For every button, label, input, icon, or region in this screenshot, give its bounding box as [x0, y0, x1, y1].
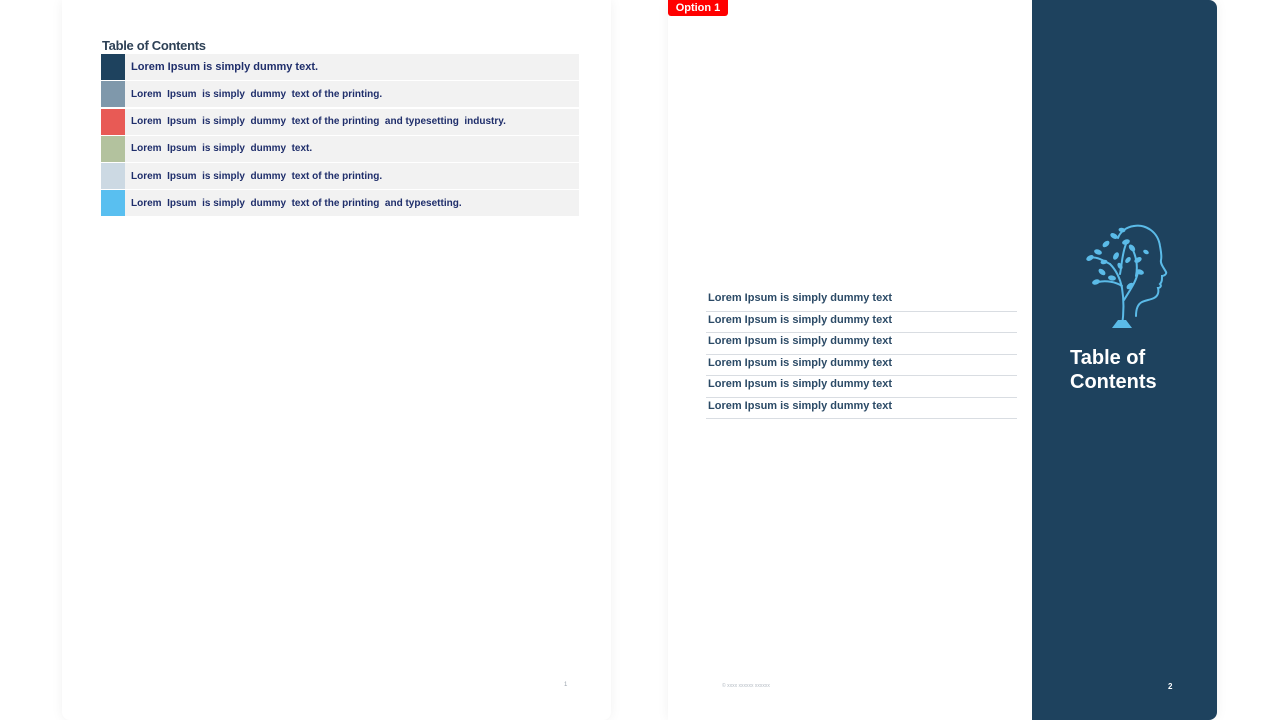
contents-line[interactable]: Lorem Ipsum is simply dummy text	[706, 333, 1017, 355]
toc-color-swatch	[101, 163, 125, 189]
tree-head-icon	[1076, 216, 1172, 330]
footer-note: © xxxx xxxxxx xxxxxx	[722, 683, 770, 689]
toc-color-swatch	[101, 54, 125, 80]
toc-color-swatch	[101, 109, 125, 135]
contents-line[interactable]: Lorem Ipsum is simply dummy text	[706, 290, 1017, 312]
contents-line[interactable]: Lorem Ipsum is simply dummy text	[706, 376, 1017, 398]
toc-row[interactable]	[101, 163, 579, 189]
panel-title-line-1: Table of	[1070, 347, 1146, 369]
side-panel	[1032, 0, 1217, 720]
toc-list	[101, 54, 579, 218]
toc-row-text: Lorem Ipsum is simply dummy text of the printing and typesetting industry.	[131, 116, 506, 128]
contents-line[interactable]: Lorem Ipsum is simply dummy text	[706, 398, 1017, 420]
toc-row-text: Lorem Ipsum is simply dummy text.	[131, 143, 313, 155]
toc-color-swatch	[101, 190, 125, 216]
toc-row[interactable]	[101, 81, 579, 107]
panel-title	[1070, 346, 1210, 394]
toc-row[interactable]	[101, 190, 579, 216]
toc-row-text: Lorem Ipsum is simply dummy text of the printing and typesetting.	[131, 197, 462, 209]
toc-row-text: Lorem Ipsum is simply dummy text of the printing.	[131, 170, 383, 182]
toc-heading: Table of Contents	[102, 38, 206, 53]
toc-row[interactable]	[101, 109, 579, 135]
toc-row-text: Lorem Ipsum is simply dummy text.	[131, 61, 319, 73]
contents-lines	[706, 290, 1017, 419]
contents-line[interactable]: Lorem Ipsum is simply dummy text	[706, 355, 1017, 377]
page-number: 2	[1168, 682, 1173, 691]
page-one	[62, 0, 611, 720]
page-number: 1	[564, 682, 568, 688]
toc-row[interactable]	[101, 136, 579, 162]
page-two	[668, 0, 1217, 720]
toc-row[interactable]	[101, 54, 579, 80]
contents-line[interactable]: Lorem Ipsum is simply dummy text	[706, 312, 1017, 334]
option-tab[interactable]: Option 1	[668, 0, 728, 16]
toc-color-swatch	[101, 136, 125, 162]
toc-row-text: Lorem Ipsum is simply dummy text of the printing.	[131, 88, 383, 100]
panel-title-line-2: Contents	[1070, 371, 1157, 393]
toc-color-swatch	[101, 81, 125, 107]
